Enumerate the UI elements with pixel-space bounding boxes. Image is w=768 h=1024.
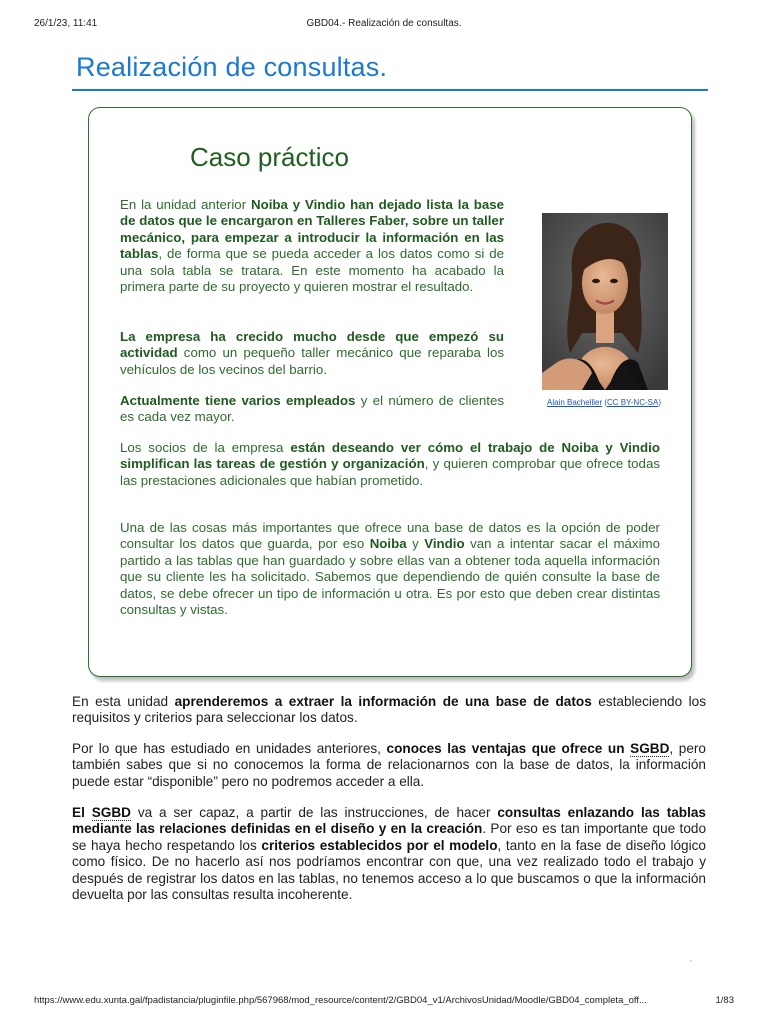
emphasis-text: El <box>72 805 92 820</box>
page-title: Realización de consultas. <box>76 52 388 82</box>
text-run: van a intentar sacar el máximo partido a las tablas que han guardado y sobre ellas van a obtener toda aquella información que su cliente les ha solicitado. Sabemos que dependiendo de quién consulte la base de datos, se debe ofrecer un tipo de información u otra. Es por esto que deben crear distintas consultas y vistas. <box>120 536 661 618</box>
print-page-number: 1/83 <box>715 995 734 1006</box>
case-study-paragraph-2 <box>120 329 504 378</box>
credit-open: ( <box>602 398 608 407</box>
scan-speck <box>690 960 692 962</box>
emphasis-text: conoces las ventajas que ofrece un <box>386 741 631 756</box>
text-run: , pero también sabes que si no conocemos la forma de relacionarnos con la base de datos, la información puede estar “disponible” pero no podremos acceder a ella. <box>72 741 706 789</box>
emphasis-text: Vindio <box>424 536 465 552</box>
credit-author-link[interactable]: Alain Bachellier <box>547 398 603 407</box>
text-run: estableciendo los requisitos y criterios para seleccionar los datos. <box>72 694 706 726</box>
text-run: Una de las cosas más importantes que ofrece una base de datos es la opción de poder consultar los datos que guarda, por eso <box>120 520 660 552</box>
case-study-paragraph-5 <box>120 520 660 618</box>
glossary-term[interactable]: SGBD <box>91 805 131 820</box>
case-study-paragraph-4 <box>120 440 660 489</box>
emphasis-text: criterios establecidos por el modelo <box>261 837 498 853</box>
emphasis-text: Noiba y Vindio han dejado lista la base de datos que le encargaron en Talleres Faber, sobre un taller mecánico, para empezar a introducir la información en las tablas <box>120 197 505 262</box>
glossary-term[interactable]: SGBD <box>630 741 670 756</box>
text-run: , y quieren comprobar que ofrece todas las prestaciones adicionales que habían prometido. <box>120 456 660 488</box>
credit-license-link[interactable]: CC BY-NC-SA <box>607 398 659 407</box>
emphasis-text: Actualmente tiene varios empleados <box>120 393 356 408</box>
text-run: En esta unidad <box>72 694 175 709</box>
title-underline <box>72 89 708 91</box>
emphasis-text: están deseando ver cómo el trabajo de Noiba y Vindio simplifican las tareas de gestión y organización <box>120 440 660 472</box>
text-run: , de forma que se pueda acceder a los datos como si de una sola tabla se tratara. En este momento ha acabado la primera parte de su proyecto y quieren mostrar el resultado. <box>120 246 504 295</box>
text-run: Por lo que has estudiado en unidades anteriores, <box>72 741 387 756</box>
text-run: Los socios de la empresa <box>120 440 291 455</box>
print-url: https://www.edu.xunta.gal/fpadistancia/pluginfile.php/567968/mod_resource/content/2/GBD04_v1/ArchivosUnidad/Moodle/GBD04_completa_off... <box>34 995 647 1006</box>
text-run: va a ser capaz, a partir de las instrucciones, de hacer <box>130 805 498 820</box>
case-study-paragraph-1 <box>120 197 504 295</box>
text-run: , tanto en la fase de diseño lógico como físico. De no hacerlo así nos podríamos encontrar con que, una vez realizado todo el trabajo y después de registrar los datos en las tablas, no tenemos acceso a lo que buscamos o que la información devuelta por las consultas resulta incoherente. <box>72 837 706 903</box>
text-run: y <box>406 536 425 552</box>
text-run: y el número de clientes es cada vez mayor. <box>120 393 504 425</box>
emphasis-text: La empresa ha crecido mucho desde que empezó su actividad <box>120 329 504 361</box>
text-run: . Por eso es tan importante que todo se haya hecho respetando los <box>72 821 707 853</box>
credit-close: ) <box>658 398 661 407</box>
body-paragraph-3 <box>72 805 706 903</box>
emphasis-text: consultas enlazando las tablas mediante las relaciones definidas en el diseño y en la creación <box>72 805 706 837</box>
print-datetime: 26/1/23, 11:41 <box>34 18 98 29</box>
text-run: como un pequeño taller mecánico que reparaba los vehículos de los vecinos del barrio. <box>120 345 504 377</box>
body-paragraph-2 <box>72 741 706 790</box>
image-credit <box>536 398 672 408</box>
case-study-heading: Caso práctico <box>190 142 349 172</box>
case-study-paragraph-3 <box>120 393 504 426</box>
text-run: En la unidad anterior <box>120 197 251 212</box>
body-paragraph-1 <box>72 694 706 727</box>
print-doc-title: GBD04.- Realización de consultas. <box>306 18 462 29</box>
emphasis-text: Noiba <box>369 536 407 552</box>
portrait-illustration <box>542 213 668 390</box>
portrait-photo <box>542 213 668 390</box>
emphasis-text: aprenderemos a extraer la información de una base de datos <box>174 694 592 709</box>
